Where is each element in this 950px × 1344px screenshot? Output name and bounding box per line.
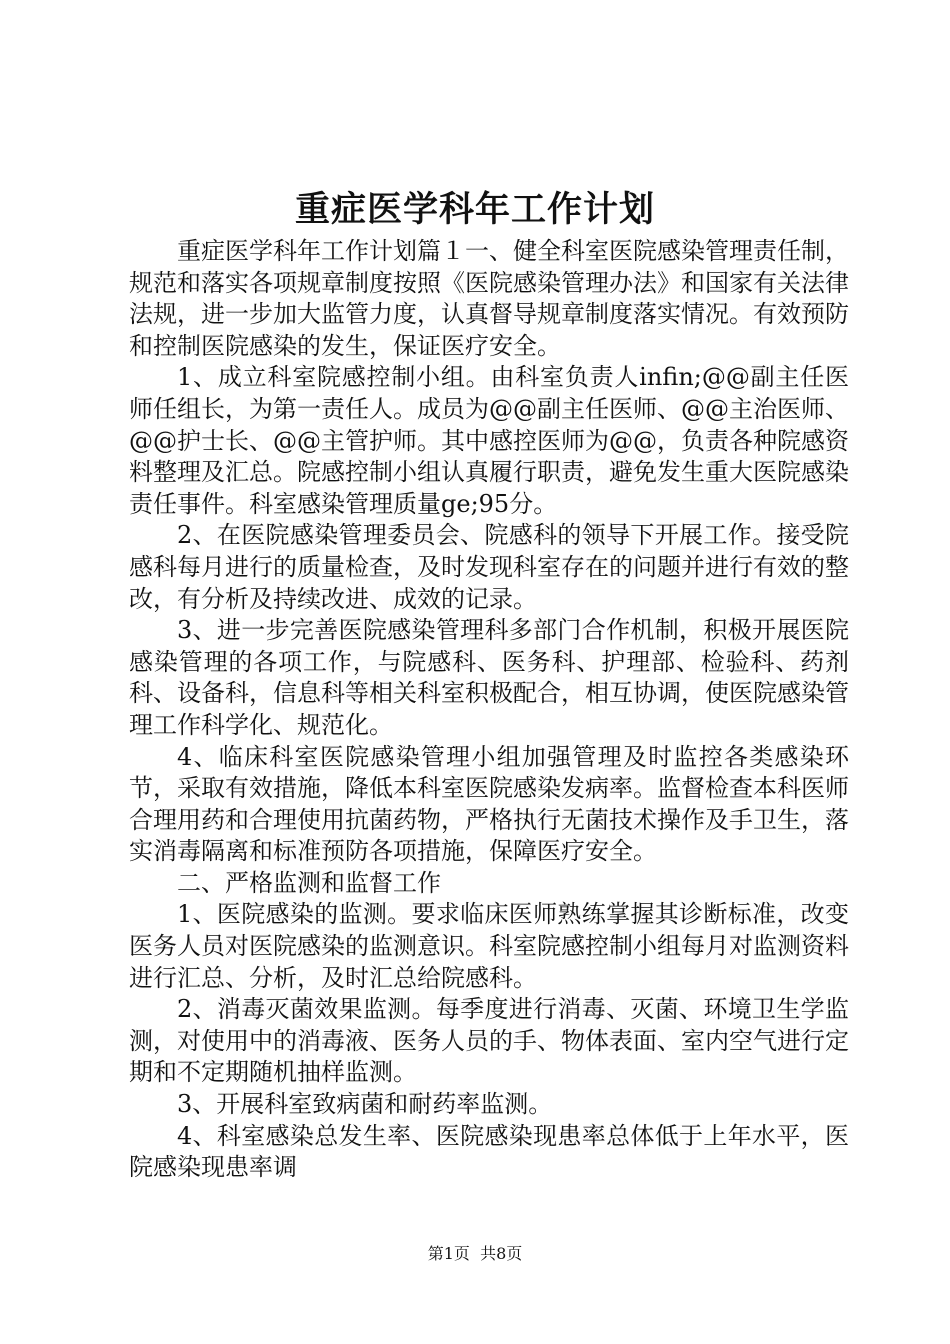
document-title: 重症医学科年工作计划 (294, 189, 655, 230)
document-body (129, 236, 849, 1184)
paragraph-item-1: 1、成立科室院感控制小组。由科室负责人infin;@@副主任医师任组长，为第一责任人。成员为@@副主任医师、@@主治医师、@@护士长、@@主管护师。其中感控医师为@@，负责各种院感资料整理及汇总。院感控制小组认真履行职责，避免发生重大医院感染责任事件。科室感染管理质量ge;95分。 (129, 363, 849, 518)
paragraph-item-4: 4、临床科室医院感染管理小组加强管理及时监控各类感染环节，采取有效措施，降低本科室医院感染发病率。监督检查本科医师合理用药和合理使用抗菌药物，严格执行无菌技术操作及手卫生，落实消毒隔离和标准预防各项措施，保障医疗安全。 (129, 742, 849, 866)
paragraph-intro: 重症医学科年工作计划篇１一、健全科室医院感染管理责任制，规范和落实各项规章制度按照《医院感染管理办法》和国家有关法律法规，进一步加大监管力度，认真督导规章制度落实情况。有效预防和控制医院感染的发生，保证医疗安全。 (129, 237, 849, 360)
page-number: 第1页 (427, 1244, 470, 1263)
paragraph-item-2: 2、在医院感染管理委员会、院感科的领导下开展工作。接受院感科每月进行的质量检查，及时发现科室存在的问题并进行有效的整改，有分析及持续改进、成效的记录。 (129, 521, 849, 613)
page-total: 共8页 (480, 1244, 523, 1263)
page-footer (0, 1243, 950, 1265)
footer-gap (470, 1244, 480, 1263)
paragraph-monitor-3: 3、开展科室致病菌和耐药率监测。 (177, 1090, 553, 1119)
paragraph-monitor-4: 4、科室感染总发生率、医院感染现患率总体低于上年水平，医院感染现患率调 (129, 1121, 849, 1182)
paragraph-item-3: 3、进一步完善医院感染管理科多部门合作机制，积极开展医院感染管理的各项工作，与院感科、医务科、护理部、检验科、药剂科、设备科，信息科等相关科室积极配合，相互协调，使医院感染管理工作科学化、规范化。 (129, 616, 849, 739)
section-heading-2: 二、严格监测和监督工作 (177, 868, 441, 897)
paragraph-monitor-1: 1、医院感染的监测。要求临床医师熟练掌握其诊断标准，改变医务人员对医院感染的监测意识。科室院感控制小组每月对监测资料进行汇总、分析，及时汇总给院感科。 (129, 900, 849, 992)
paragraph-monitor-2: 2、消毒灭菌效果监测。每季度进行消毒、灭菌、环境卫生学监测，对使用中的消毒液、医务人员的手、物体表面、室内空气进行定期和不定期随机抽样监测。 (129, 995, 849, 1087)
